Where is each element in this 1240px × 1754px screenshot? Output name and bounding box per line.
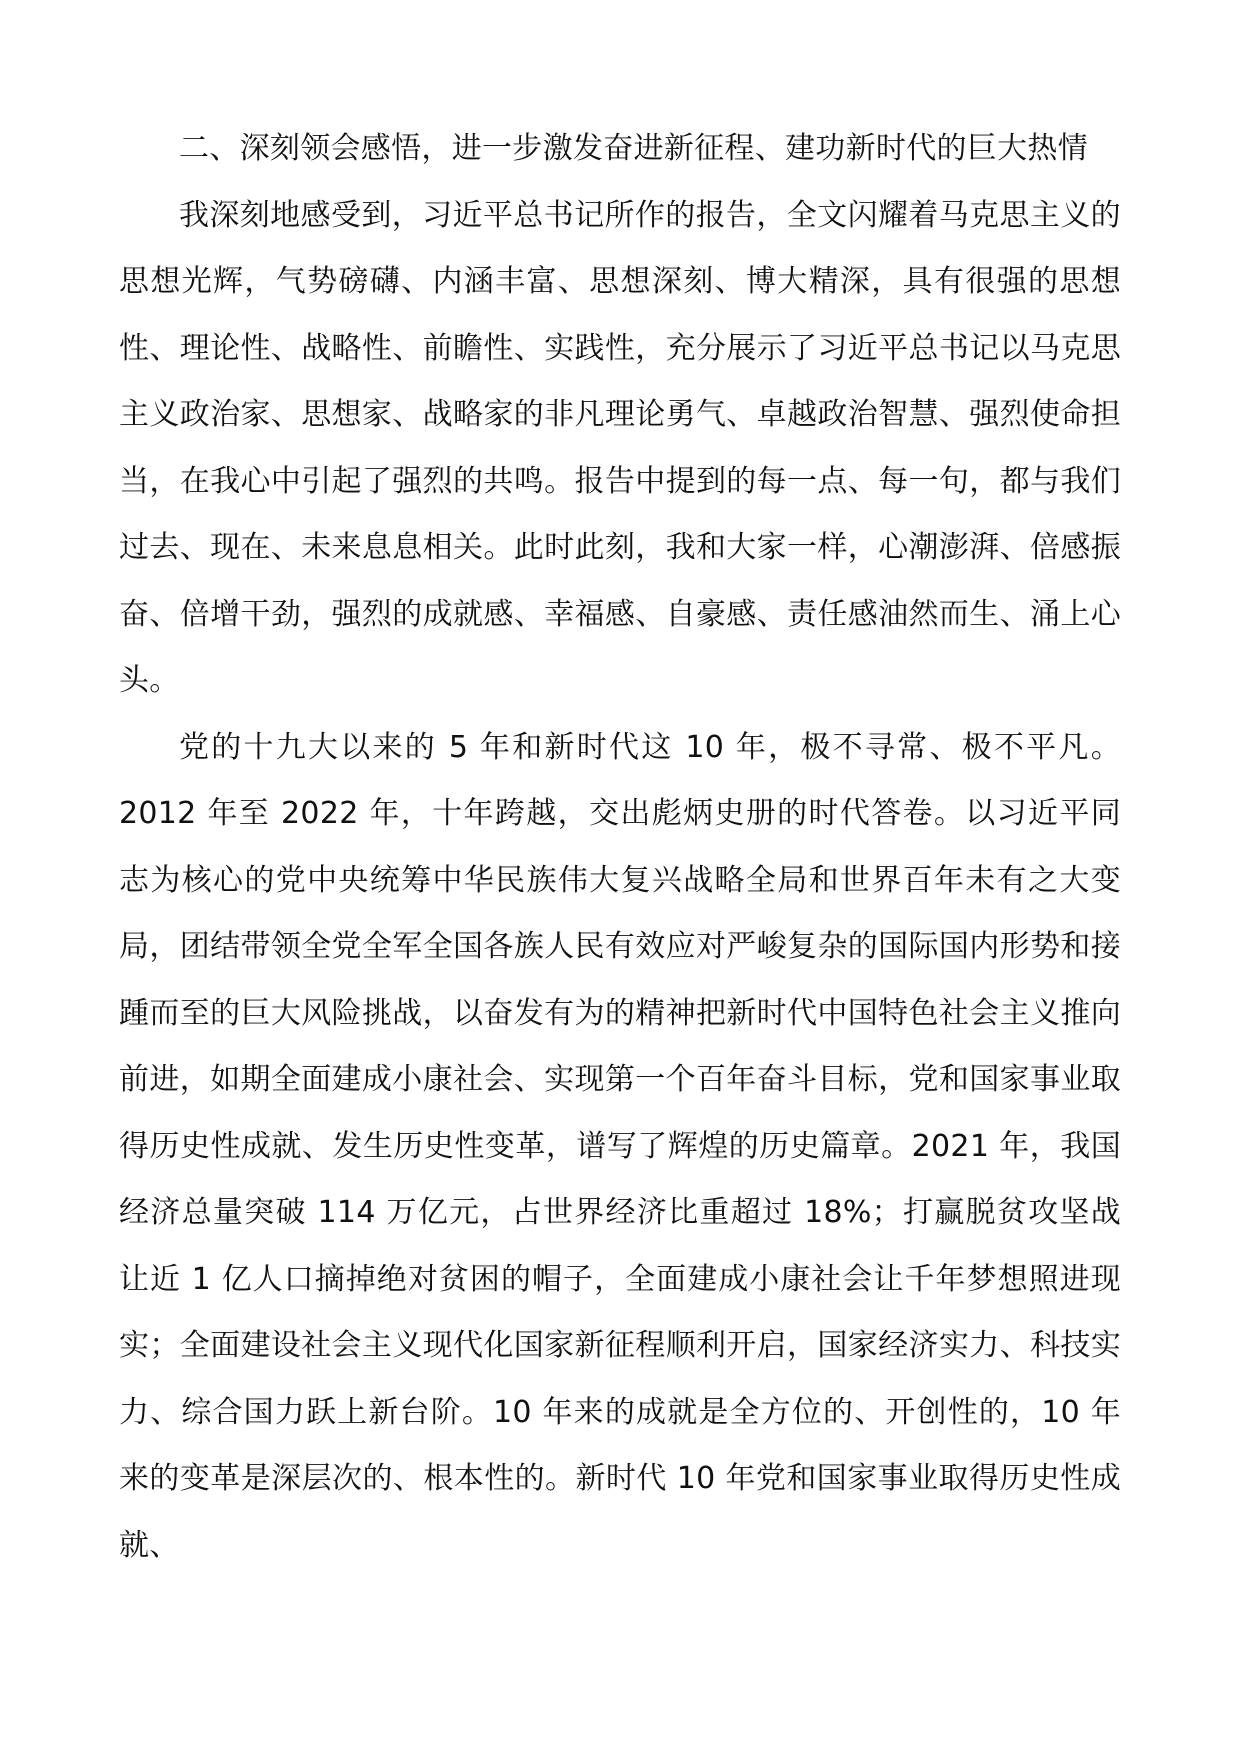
- document-body: [119, 116, 1121, 1579]
- body-paragraph-1: 我深刻地感受到，习近平总书记所作的报告，全文闪耀着马克思主义的思想光辉，气势磅礴、内涵丰富、思想深刻、博大精深，具有很强的思想性、理论性、战略性、前瞻性、实践性，充分展示了习近平总书记以马克思主义政治家、思想家、战略家的非凡理论勇气、卓越政治智慧、强烈使命担当，在我心中引起了强烈的共鸣。报告中提到的每一点、每一句，都与我们过去、现在、未来息息相关。此时此刻，我和大家一样，心潮澎湃、倍感振奋、倍增干劲，强烈的成就感、幸福感、自豪感、责任感油然而生、涌上心头。: [119, 197, 1121, 698]
- section-heading: 二、深刻领会感悟，进一步激发奋进新征程、建功新时代的巨大热情: [179, 131, 1088, 166]
- body-paragraph-2: 党的十九大以来的 5 年和新时代这 10 年，极不寻常、极不平凡。2012 年至 2022 年，十年跨越，交出彪炳史册的时代答卷。以习近平同志为核心的党中央统筹中华民族伟大复兴战略全局和世界百年未有之大变局，团结带领全党全军全国各族人民有效应对严峻复杂的国际国内形势和接踵而至的巨大风险挑战，以奋发有为的精神把新时代中国特色社会主义推向前进，如期全面建成小康社会、实现第一个百年奋斗目标，党和国家事业取得历史性成就、发生历史性变革，谱写了辉煌的历史篇章。2021 年，我国经济总量突破 114 万亿元，占世界经济比重超过 18%；打赢脱贫攻坚战让近 1 亿人口摘掉绝对贫困的帽子，全面建成小康社会让千年梦想照进现实；全面建设社会主义现代化国家新征程顺利开启，国家经济实力、科技实力、综合国力跃上新台阶。10 年来的成就是全方位的、开创性的，10 年来的变革是深层次的、根本性的。新时代 10 年党和国家事业取得历史性成就、: [119, 729, 1121, 1563]
